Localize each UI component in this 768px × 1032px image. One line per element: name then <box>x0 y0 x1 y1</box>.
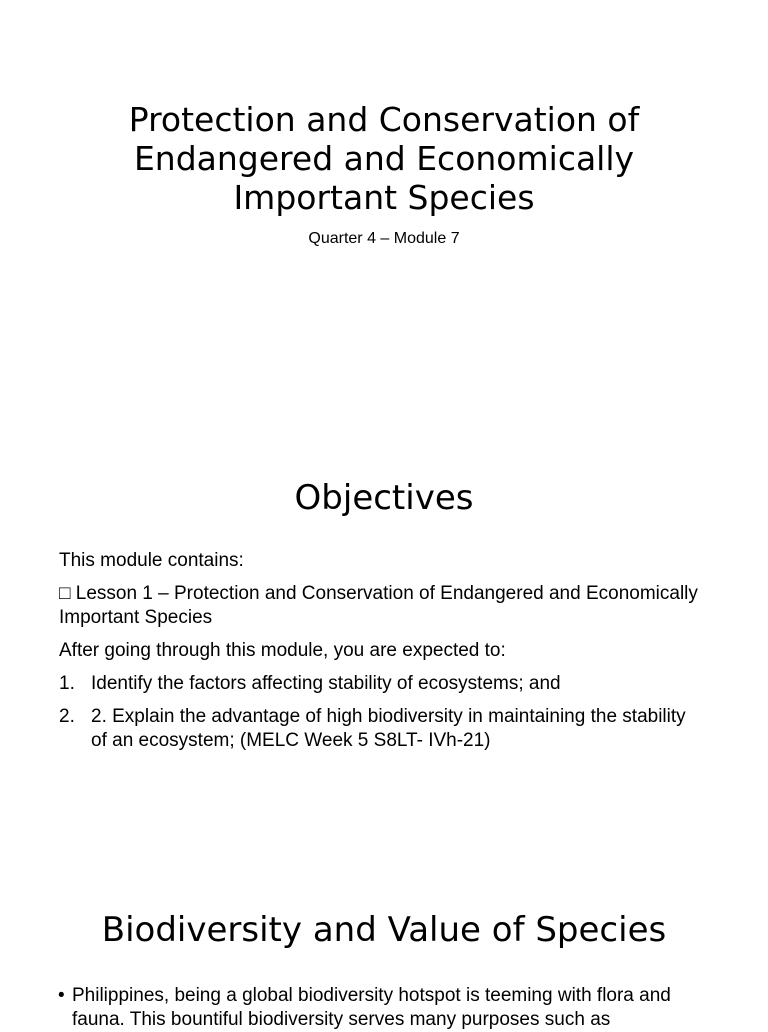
objective-text: 2. Explain the advantage of high biodiversity in maintaining the stability of an ecosystem; (MELC Week 5 S8LT- IVh-21) <box>91 706 686 751</box>
bullet-text: Philippines, being a global biodiversity hotspot is teeming with flora and fauna. This bountiful biodiversity serves many purposes such as <box>72 985 671 1030</box>
slide-2-content <box>59 549 699 762</box>
objective-text: Identify the factors affecting stability of ecosystems; and <box>91 673 561 694</box>
objective-item <box>59 705 699 753</box>
slide-1-subtitle: Quarter 4 – Module 7 <box>308 230 460 247</box>
slide-3-content <box>58 984 698 1032</box>
slide-objectives <box>0 420 768 860</box>
bullet-item <box>58 984 698 1032</box>
objective-number: 2. <box>59 706 75 727</box>
slide-title <box>0 0 768 420</box>
slide-1-title: Protection and Conservation of Endangered and Economically Important Species <box>128 100 640 217</box>
intro-text: This module contains: <box>59 550 244 571</box>
objective-number: 1. <box>59 673 75 694</box>
lesson-line <box>59 582 699 630</box>
lesson-text: Lesson 1 – Protection and Conservation of Endangered and Economically Important Species <box>59 583 698 628</box>
expectation-text: After going through this module, you are expected to: <box>59 640 506 661</box>
bullet-icon: • <box>58 985 65 1006</box>
slide-2-title: Objectives <box>294 478 474 518</box>
slide-biodiversity <box>0 860 768 1030</box>
slide-3-title: Biodiversity and Value of Species <box>101 910 667 950</box>
missing-glyph-icon: □ <box>59 583 71 604</box>
objective-item <box>59 672 699 696</box>
